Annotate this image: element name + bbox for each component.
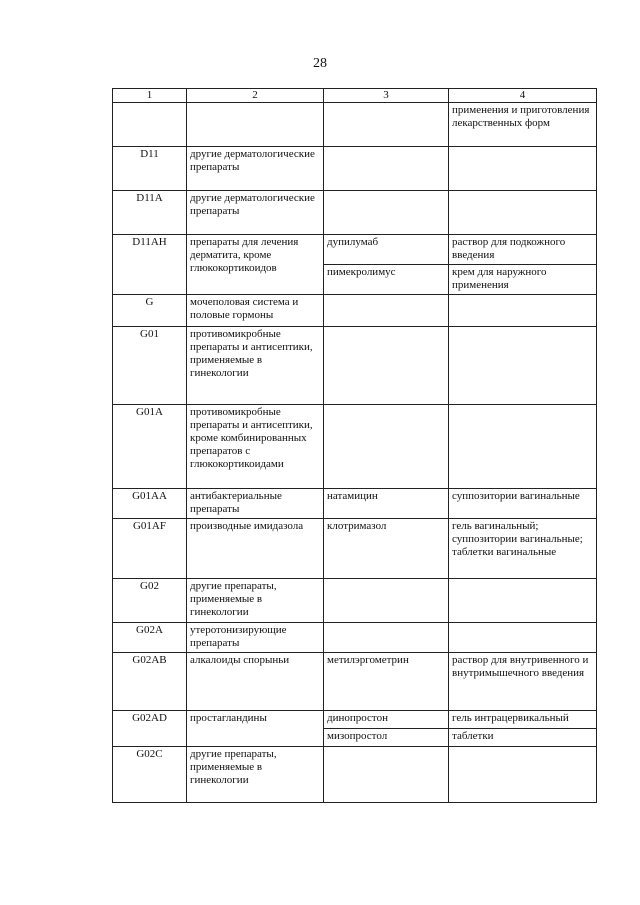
column-number: 4 — [449, 89, 597, 103]
column-number-row — [113, 89, 597, 103]
dosage-form-cell — [449, 191, 597, 235]
dosage-form-cell: крем для наружного применения — [449, 265, 597, 295]
drug-name-cell — [324, 579, 449, 623]
table-row — [113, 579, 597, 623]
anatomical-therapeutic-group-cell: другие препараты, применяемые в гинекологии — [187, 747, 324, 803]
table-row — [113, 191, 597, 235]
atc-code-cell: G02C — [113, 747, 187, 803]
atc-code-cell: G02A — [113, 623, 187, 653]
table-row — [113, 519, 597, 579]
atc-code-cell: D11AH — [113, 235, 187, 295]
atc-code-cell: G01A — [113, 405, 187, 489]
column-number: 1 — [113, 89, 187, 103]
column-number: 2 — [187, 89, 324, 103]
table-row — [113, 147, 597, 191]
drug-name-cell — [324, 295, 449, 327]
drug-name-cell — [324, 405, 449, 489]
anatomical-therapeutic-group-cell: противомикробные препараты и антисептики, применяемые в гинекологии — [187, 327, 324, 405]
drug-name-cell — [324, 103, 449, 147]
dosage-form-cell — [449, 747, 597, 803]
table-row — [113, 489, 597, 519]
dosage-form-cell — [449, 405, 597, 489]
anatomical-therapeutic-group-cell: простагландины — [187, 711, 324, 747]
drug-name-cell: динопростон — [324, 711, 449, 729]
table-row — [113, 235, 597, 265]
table-row — [113, 327, 597, 405]
anatomical-therapeutic-group-cell: препараты для лечения дерматита, кроме глюкокортикоидов — [187, 235, 324, 295]
anatomical-therapeutic-group-cell — [187, 103, 324, 147]
dosage-form-cell: суппозитории вагинальные — [449, 489, 597, 519]
anatomical-therapeutic-group-cell: другие дерматологические препараты — [187, 147, 324, 191]
drug-name-cell — [324, 147, 449, 191]
anatomical-therapeutic-group-cell: производные имидазола — [187, 519, 324, 579]
drug-name-cell: дупилумаб — [324, 235, 449, 265]
drug-name-cell: пимекролимус — [324, 265, 449, 295]
drug-name-cell — [324, 191, 449, 235]
atc-code-cell: G01AA — [113, 489, 187, 519]
anatomical-therapeutic-group-cell: утеротонизирующие препараты — [187, 623, 324, 653]
atc-code-cell: D11A — [113, 191, 187, 235]
anatomical-therapeutic-group-cell: противомикробные препараты и антисептики, кроме комбинированных препаратов с глюкокортикоидами — [187, 405, 324, 489]
table-row — [113, 711, 597, 729]
table-row — [113, 295, 597, 327]
table-row — [113, 623, 597, 653]
drug-name-cell — [324, 327, 449, 405]
dosage-form-cell: раствор для подкожного введения — [449, 235, 597, 265]
drug-name-cell — [324, 623, 449, 653]
medication-table — [112, 88, 597, 803]
column-number: 3 — [324, 89, 449, 103]
dosage-form-cell — [449, 147, 597, 191]
atc-code-cell: G01 — [113, 327, 187, 405]
atc-code-cell: G02AD — [113, 711, 187, 747]
dosage-form-cell: применения и приготовления лекарственных форм — [449, 103, 597, 147]
atc-code-cell: G02AB — [113, 653, 187, 711]
table-row — [113, 103, 597, 147]
anatomical-therapeutic-group-cell: алкалоиды спорыньи — [187, 653, 324, 711]
atc-code-cell: G01AF — [113, 519, 187, 579]
anatomical-therapeutic-group-cell: другие препараты, применяемые в гинекологии — [187, 579, 324, 623]
drug-name-cell: мизопростол — [324, 729, 449, 747]
dosage-form-cell: гель вагинальный; суппозитории вагинальные; таблетки вагинальные — [449, 519, 597, 579]
atc-code-cell: G — [113, 295, 187, 327]
drug-name-cell — [324, 747, 449, 803]
table-row — [113, 747, 597, 803]
table-row — [113, 405, 597, 489]
dosage-form-cell — [449, 295, 597, 327]
drug-name-cell: натамицин — [324, 489, 449, 519]
anatomical-therapeutic-group-cell: другие дерматологические препараты — [187, 191, 324, 235]
dosage-form-cell — [449, 623, 597, 653]
drug-name-cell: метилэргометрин — [324, 653, 449, 711]
dosage-form-cell: гель интрацервикальный — [449, 711, 597, 729]
anatomical-therapeutic-group-cell: мочеполовая система и половые гормоны — [187, 295, 324, 327]
atc-code-cell: G02 — [113, 579, 187, 623]
dosage-form-cell: раствор для внутривенного и внутримышечного введения — [449, 653, 597, 711]
dosage-form-cell — [449, 579, 597, 623]
page-number: 28 — [313, 56, 327, 71]
table-row — [113, 653, 597, 711]
drug-name-cell: клотримазол — [324, 519, 449, 579]
atc-code-cell: D11 — [113, 147, 187, 191]
atc-code-cell — [113, 103, 187, 147]
anatomical-therapeutic-group-cell: антибактериальные препараты — [187, 489, 324, 519]
dosage-form-cell — [449, 327, 597, 405]
dosage-form-cell: таблетки — [449, 729, 597, 747]
